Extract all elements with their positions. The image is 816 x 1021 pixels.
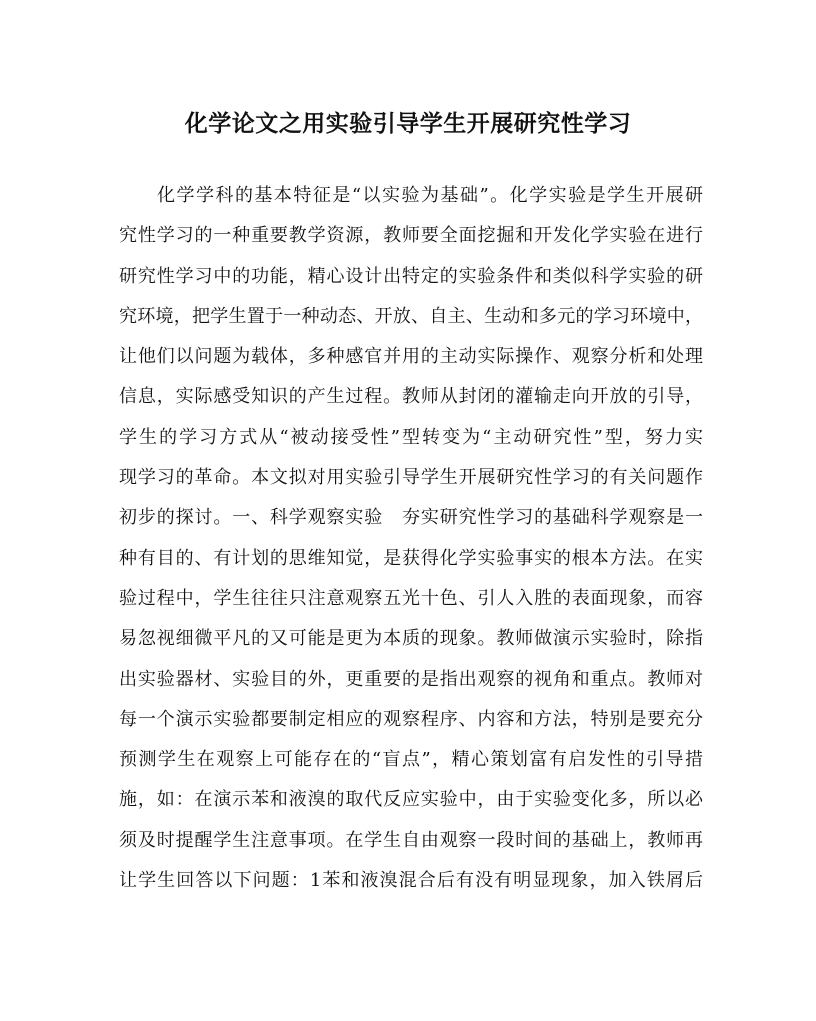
document-body (119, 176, 703, 901)
body-line: 让学生回答以下问题：1苯和液溴混合后有没有明显现象，加入铁屑后 (119, 870, 703, 892)
body-line: 种有目的、有计划的思维知觉，是获得化学实验事实的根本方法。在实 (119, 547, 703, 569)
body-line: 究环境，把学生置于一种动态、开放、自主、生动和多元的学习环境中， (119, 305, 703, 327)
body-line: 易忽视细微平凡的又可能是更为本质的现象。教师做演示实验时，除指 (119, 628, 703, 650)
body-line: 现学习的革命。本文拟对用实验引导学生开展研究性学习的有关问题作 (119, 467, 703, 489)
body-line: 每一个演示实验都要制定相应的观察程序、内容和方法，特别是要充分 (119, 708, 703, 730)
body-line: 须及时提醒学生注意事项。在学生自由观察一段时间的基础上，教师再 (119, 829, 703, 851)
body-line: 预测学生在观察上可能存在的“盲点”，精心策划富有启发性的引导措 (119, 749, 703, 771)
body-line: 初步的探讨。一、科学观察实验 夯实研究性学习的基础科学观察是一 (119, 507, 703, 529)
body-line: 信息，实际感受知识的产生过程。教师从封闭的灌输走向开放的引导， (119, 386, 703, 408)
body-line: 学生的学习方式从“被动接受性”型转变为“主动研究性”型，努力实 (119, 426, 703, 448)
document-title: 化学论文之用实验引导学生开展研究性学习 (184, 110, 632, 137)
body-line: 施，如：在演示苯和液溴的取代反应实验中，由于实验变化多，所以必 (119, 789, 703, 811)
body-line: 究性学习的一种重要教学资源，教师要全面挖掘和开发化学实验在进行 (119, 225, 703, 247)
body-line: 研究性学习中的功能，精心设计出特定的实验条件和类似科学实验的研 (119, 265, 703, 287)
body-line: 验过程中，学生往往只注意观察五光十色、引人入胜的表面现象，而容 (119, 587, 703, 609)
body-line: 让他们以问题为载体，多种感官并用的主动实际操作、观察分析和处理 (119, 346, 703, 368)
body-line: 出实验器材、实验目的外，更重要的是指出观察的视角和重点。教师对 (119, 668, 703, 690)
body-line: 化学学科的基本特征是“以实验为基础”。化学实验是学生开展研 (157, 185, 703, 206)
